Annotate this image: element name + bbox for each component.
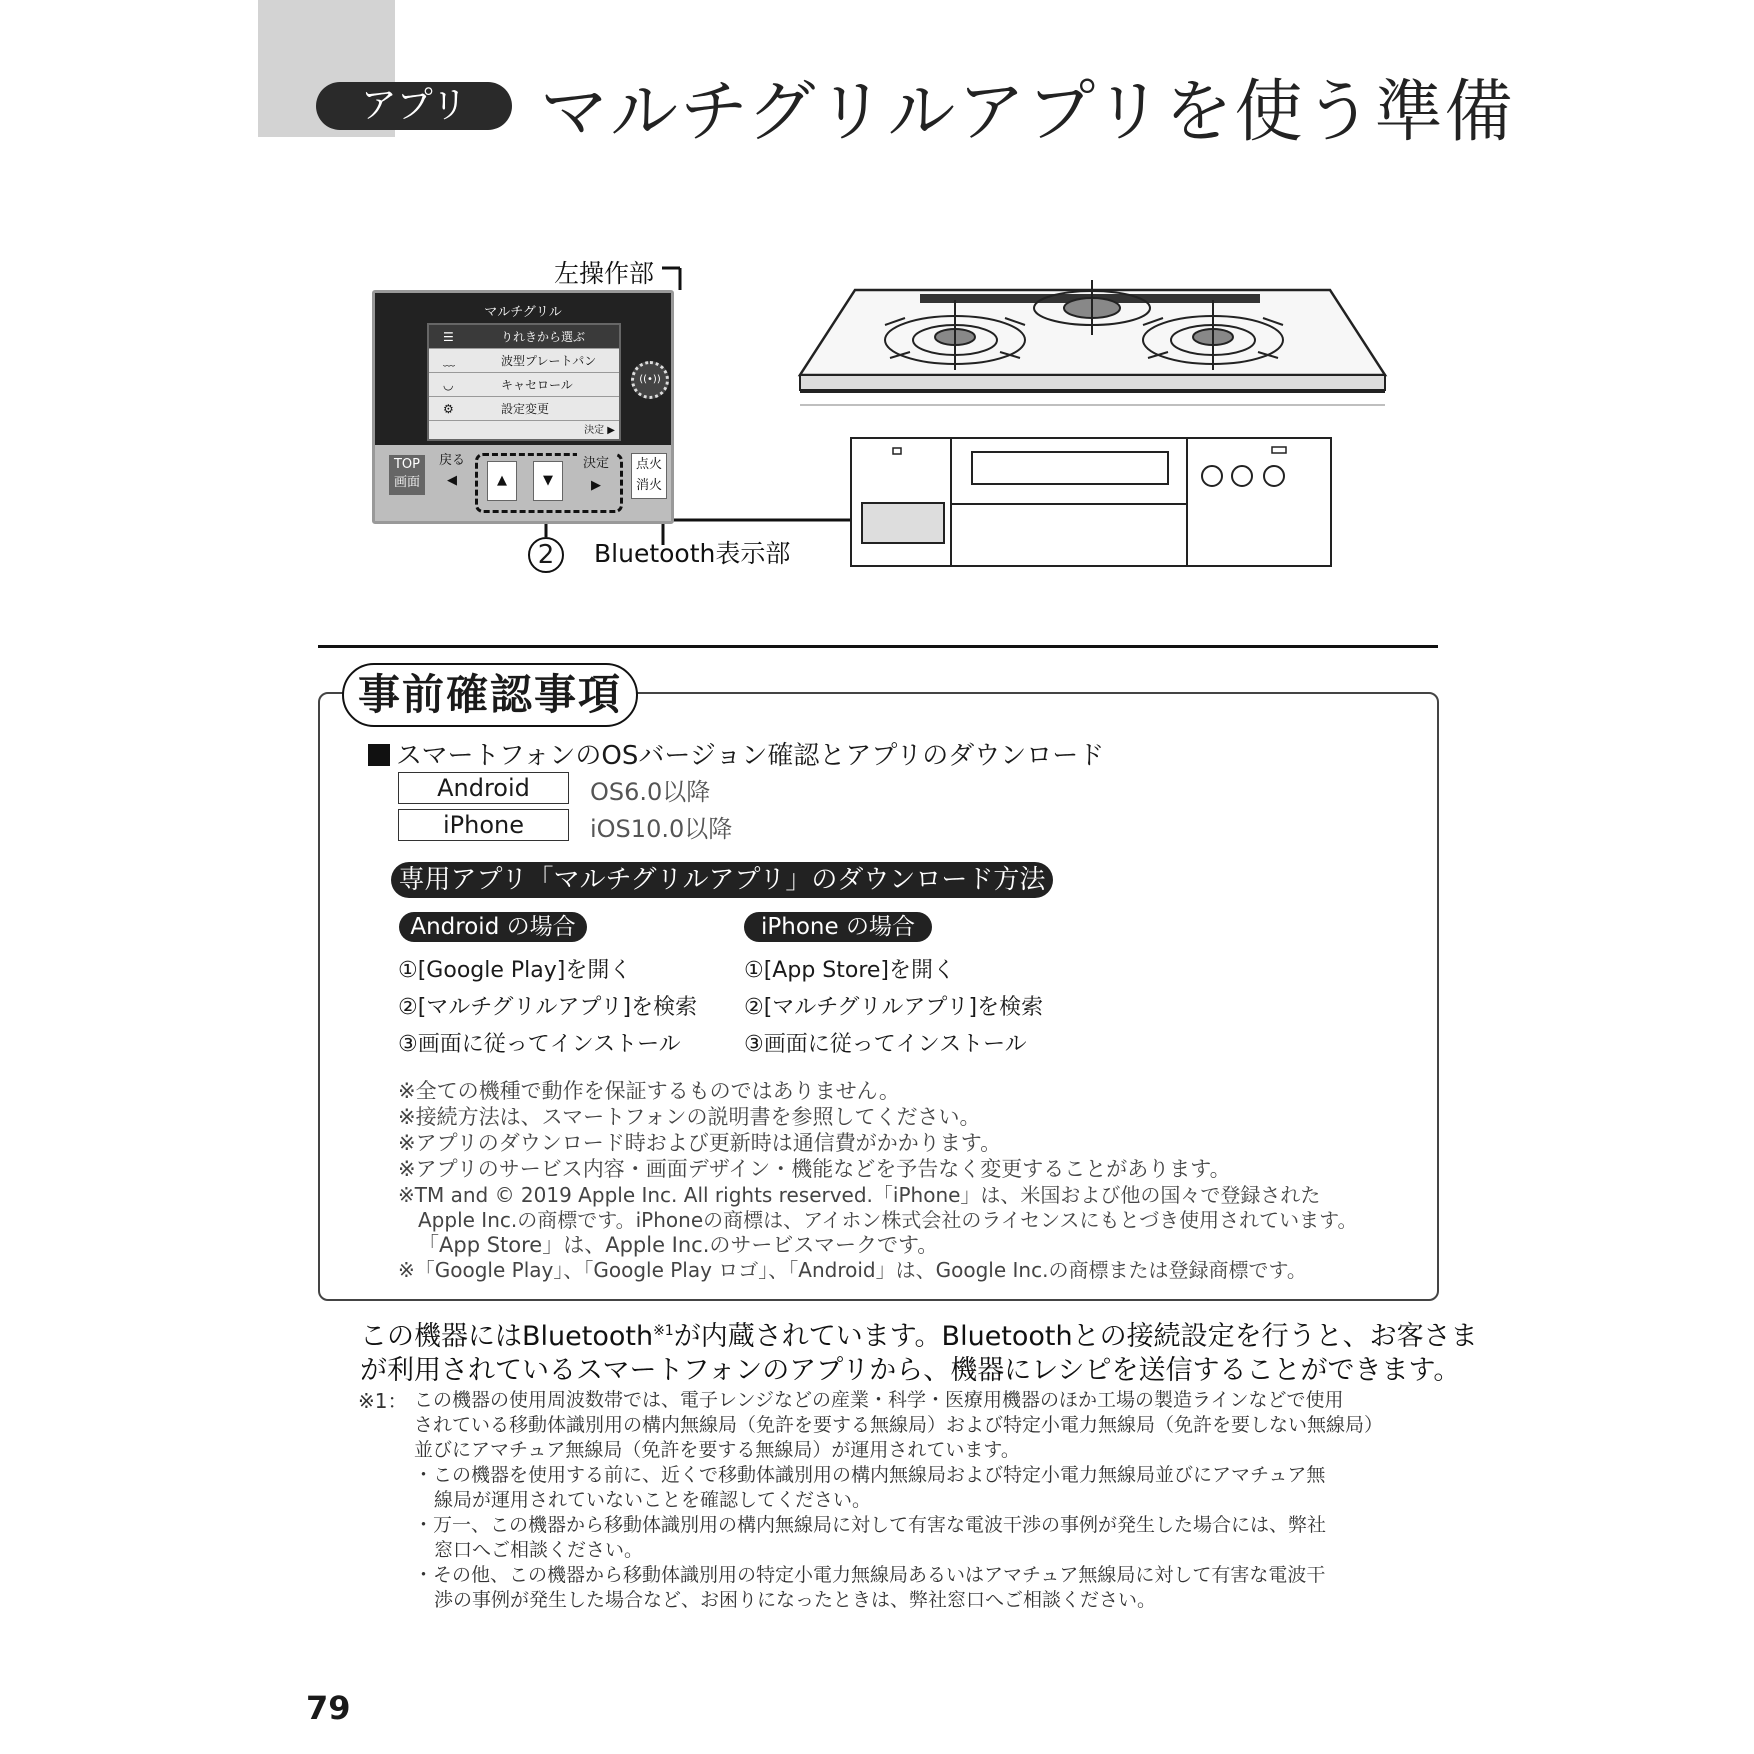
- footnote-bullet: 線局が運用されていないことを確認してください。: [434, 1489, 872, 1511]
- android-step: ①[Google Play]を開く: [398, 958, 632, 983]
- footnote-bullet: 窓口へご相談ください。: [434, 1539, 644, 1561]
- intro-line: が利用されているスマートフォンのアプリから、機器にレシピを送信することができます。: [360, 1355, 1461, 1386]
- decide-hint: 決定 ▶: [584, 425, 615, 436]
- panel-title: マルチグリル: [484, 305, 562, 320]
- category-badge: アプリ: [316, 82, 512, 130]
- iphone-step: ③画面に従ってインストール: [744, 1032, 1027, 1057]
- os-value-iphone: iOS10.0以降: [590, 815, 733, 843]
- panel-menu: [427, 323, 621, 441]
- note-line: ※アプリのダウンロード時および更新時は通信費がかかります。: [398, 1131, 1002, 1155]
- footnote-line: されている移動体識別用の構内無線局（免許を要する無線局）および特定小電力無線局（免許を要しない無線局）: [414, 1414, 1384, 1436]
- footnote-ref: ※1: [653, 1323, 674, 1339]
- top-screen-key[interactable]: TOP 画面: [389, 455, 425, 495]
- ignite-key[interactable]: 点火 消火: [631, 453, 667, 499]
- note-line: ※接続方法は、スマートフォンの説明書を参照してください。: [398, 1105, 981, 1129]
- pot-icon: ◡: [443, 378, 454, 392]
- control-panel: [372, 290, 674, 524]
- os-heading: スマートフォンのOSバージョン確認とアプリのダウンロード: [368, 735, 1104, 772]
- note-line: ※TM and © 2019 Apple Inc. All rights reserved.「iPhone」は、米国および他の国々で登録された: [398, 1183, 1321, 1207]
- bluetooth-display-label: Bluetooth表示部: [594, 539, 791, 568]
- os-label-android: Android: [398, 772, 569, 804]
- square-bullet-icon: [368, 744, 390, 766]
- android-heading: Android の場合: [399, 912, 587, 942]
- os-value-android: OS6.0以降: [590, 778, 711, 806]
- os-label-iphone: iPhone: [398, 809, 569, 841]
- footnote-bullet: ・この機器を使用する前に、近くで移動体識別用の構内無線局および特定小電力無線局並びにアマチュア無: [414, 1464, 1326, 1486]
- footnote-bullet: ・その他、この機器から移動体識別用の特定小電力無線局あるいはアマチュア無線局に対して有害な電波干: [414, 1564, 1326, 1586]
- menu-item-wave-plate[interactable]: ﹏ 波型プレートパン: [429, 349, 619, 373]
- panel-key-bar: [375, 445, 671, 521]
- section-title: 事前確認事項: [342, 663, 638, 727]
- page-number: 79: [306, 1689, 351, 1727]
- note-line: ※「Google Play」、「Google Play ロゴ」、「Android」は、Google Inc.の商標または登録商標です。: [398, 1258, 1307, 1282]
- bluetooth-indicator-icon: ((•)): [631, 361, 669, 399]
- left-panel-label: 左操作部: [554, 259, 655, 288]
- note-line: 「App Store」は、Apple Inc.のサービスマークです。: [418, 1233, 939, 1257]
- footnote-bullet: ・万一、この機器から移動体識別用の構内無線局に対して有害な電波干渉の事例が発生した場合には、弊社: [414, 1514, 1327, 1536]
- android-step: ②[マルチグリルアプリ]を検索: [398, 995, 698, 1020]
- down-key[interactable]: ▼: [533, 461, 563, 501]
- download-heading: 専用アプリ「マルチグリルアプリ」のダウンロード方法: [391, 862, 1053, 898]
- list-icon: ☰: [443, 330, 454, 344]
- footnote-bullet: 渉の事例が発生した場合など、お困りになったときは、弊社窓口へご相談ください。: [434, 1589, 1157, 1611]
- menu-item-history[interactable]: ☰ りれきから選ぶ: [429, 325, 619, 349]
- section-divider: [318, 645, 1438, 648]
- iphone-step: ②[マルチグリルアプリ]を検索: [744, 995, 1044, 1020]
- up-key[interactable]: ▲: [487, 461, 517, 501]
- footnote-line: 並びにアマチュア無線局（免許を要する無線局）が運用されています。: [414, 1439, 1020, 1461]
- note-line: ※アプリのサービス内容・画面デザイン・機能などを予告なく変更することがあります。: [398, 1157, 1231, 1181]
- gear-icon: ⚙: [443, 402, 454, 416]
- note-line: Apple Inc.の商標です。iPhoneの商標は、アイホン株式会社のライセンスにもとづき使用されています。: [418, 1208, 1358, 1232]
- intro-line: この機器にはBluetooth$^{※1}$が内蔵されています。Bluetoothとの接続設定を行うと、お客さま: [360, 1321, 1478, 1352]
- menu-item-settings[interactable]: ⚙ 設定変更: [429, 397, 619, 421]
- menu-item-casserole[interactable]: ◡ キャセロール: [429, 373, 619, 397]
- page-title: マルチグリルアプリを使う準備: [540, 73, 1515, 152]
- decide-key[interactable]: 決定 ▶: [577, 453, 615, 501]
- footnote-mark: ※1：: [358, 1389, 408, 1413]
- iphone-step: ①[App Store]を開く: [744, 958, 956, 983]
- android-step: ③画面に従ってインストール: [398, 1032, 681, 1057]
- callout-number: 2: [528, 537, 564, 573]
- back-key[interactable]: 戻る ◀: [435, 451, 469, 497]
- note-line: ※全ての機種で動作を保証するものではありません。: [398, 1079, 900, 1103]
- footnote-line: この機器の使用周波数帯では、電子レンジなどの産業・科学・医療用機器のほか工場の製造ラインなどで使用: [414, 1389, 1344, 1411]
- iphone-heading: iPhone の場合: [744, 912, 932, 942]
- wave-plate-icon: ﹏: [443, 354, 456, 368]
